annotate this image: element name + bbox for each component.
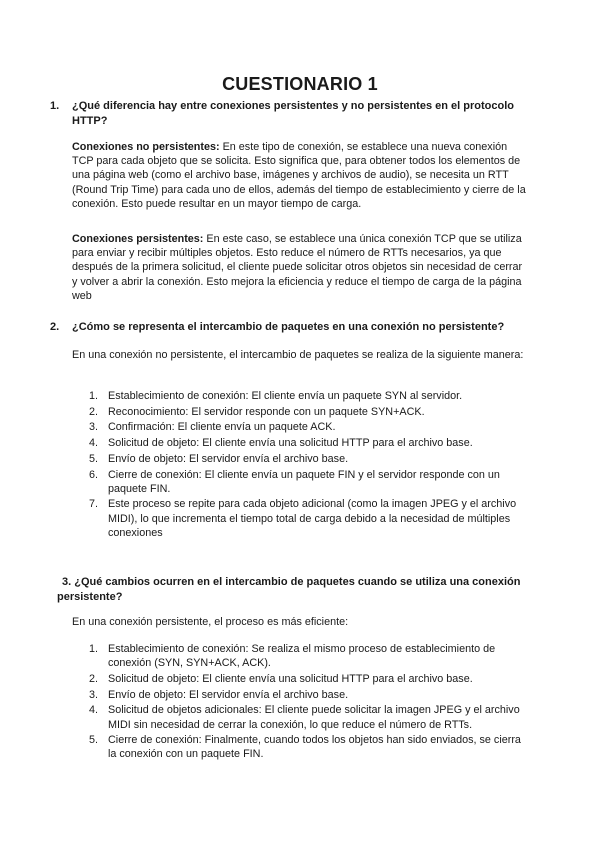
list-item bbox=[89, 703, 528, 731]
question-3 bbox=[57, 575, 527, 604]
term-description: En este caso, se establece una única conexión TCP que se utiliza para enviar y recibir múltiples objetos. Esto reduce el número de RTTs necesarios, ya que después de la primera solicitud, el cliente puede solicitar otros objetos sin necesidad de cerrar y volver a abrir la conexión. Esto mejora la eficiencia y reduce el tiempo de carga de la página web bbox=[72, 233, 523, 302]
paragraph-persistent bbox=[72, 232, 527, 303]
question-1 bbox=[50, 99, 527, 128]
list-item bbox=[89, 672, 528, 686]
intro-paragraph: En una conexión no persistente, el intercambio de paquetes se realiza de la siguiente manera: bbox=[72, 349, 524, 361]
item-number: 4. bbox=[89, 704, 99, 717]
page-title: CUESTIONARIO 1 bbox=[222, 74, 378, 94]
question-number: 2. bbox=[50, 321, 60, 333]
item-text: Cierre de conexión: El cliente envía un paquete FIN y el servidor responde con un paquete FIN. bbox=[108, 468, 500, 495]
item-text: Envío de objeto: El servidor envía el archivo base. bbox=[108, 452, 349, 465]
list-item bbox=[89, 405, 528, 419]
list-item bbox=[89, 688, 528, 702]
question-text: ¿Qué cambios ocurren en el intercambio de paquetes cuando se utiliza una conexión persistente? bbox=[57, 576, 521, 603]
question-number: 3. bbox=[62, 576, 72, 588]
term-label: Conexiones persistentes: bbox=[72, 233, 204, 245]
item-number: 3. bbox=[89, 421, 99, 434]
intro-paragraph: En una conexión persistente, el proceso es más eficiente: bbox=[72, 616, 349, 628]
list-item bbox=[89, 497, 528, 540]
steps-list-non-persistent bbox=[89, 389, 528, 542]
item-text: Envío de objeto: El servidor envía el archivo base. bbox=[108, 688, 349, 701]
question-number: 1. bbox=[50, 100, 60, 112]
item-number: 6. bbox=[89, 468, 99, 481]
term-label: Conexiones no persistentes: bbox=[72, 141, 220, 153]
item-text: Establecimiento de conexión: Se realiza el mismo proceso de establecimiento de conexión (SYN, SYN+ACK, ACK). bbox=[108, 643, 496, 670]
paragraph-non-persistent bbox=[72, 140, 527, 211]
item-text: Cierre de conexión: Finalmente, cuando todos los objetos han sido enviados, se cierra la conexión con un paquete FIN. bbox=[108, 734, 521, 761]
list-item bbox=[89, 420, 528, 434]
item-text: Solicitud de objeto: El cliente envía una solicitud HTTP para el archivo base. bbox=[108, 672, 473, 685]
item-number: 2. bbox=[89, 405, 99, 418]
steps-list-persistent bbox=[89, 642, 528, 763]
item-text: Solicitud de objetos adicionales: El cliente puede solicitar la imagen JPEG y el archivo MIDI sin necesidad de cerrar la conexión, lo que reduce el número de RTTs. bbox=[108, 704, 520, 731]
item-number: 1. bbox=[89, 390, 99, 402]
list-item bbox=[89, 733, 528, 761]
item-number: 5. bbox=[89, 734, 99, 747]
item-text: Este proceso se repite para cada objeto adicional (como la imagen JPEG y el archivo MIDI), lo que incrementa el tiempo total de carga debido a la necesidad de múltiples conexiones bbox=[108, 498, 517, 539]
list-item bbox=[89, 389, 528, 403]
item-number: 4. bbox=[89, 437, 99, 450]
item-number: 2. bbox=[89, 672, 99, 685]
item-text: Confirmación: El cliente envía un paquete ACK. bbox=[108, 421, 336, 434]
question-2 bbox=[50, 320, 527, 335]
question-text: ¿Qué diferencia hay entre conexiones persistentes y no persistentes en el protocolo HTTP? bbox=[72, 100, 514, 127]
item-text: Establecimiento de conexión: El cliente envía un paquete SYN al servidor. bbox=[108, 390, 463, 402]
list-item bbox=[89, 468, 528, 496]
question-text: ¿Cómo se representa el intercambio de paquetes en una conexión no persistente? bbox=[72, 321, 505, 333]
term-description: En este tipo de conexión, se establece una nueva conexión TCP para cada objeto que se solicita. Esto significa que, para obtener todos los elementos de una página web (como el archivo base, imágenes y archivos de audio), se necesita un RTT (Round Trip Time) para cada uno de ellos, además del tiempo de establecimiento y cierre de la conexión. Esto puede resultar en un mayor tiempo de carga. bbox=[72, 141, 526, 210]
item-number: 3. bbox=[89, 688, 99, 701]
list-item bbox=[89, 452, 528, 466]
item-text: Solicitud de objeto: El cliente envía una solicitud HTTP para el archivo base. bbox=[108, 437, 473, 450]
list-item bbox=[89, 642, 528, 670]
list-item bbox=[89, 436, 528, 450]
item-number: 7. bbox=[89, 498, 99, 511]
item-number: 5. bbox=[89, 452, 99, 465]
item-text: Reconocimiento: El servidor responde con un paquete SYN+ACK. bbox=[108, 405, 425, 418]
item-number: 1. bbox=[89, 643, 99, 655]
